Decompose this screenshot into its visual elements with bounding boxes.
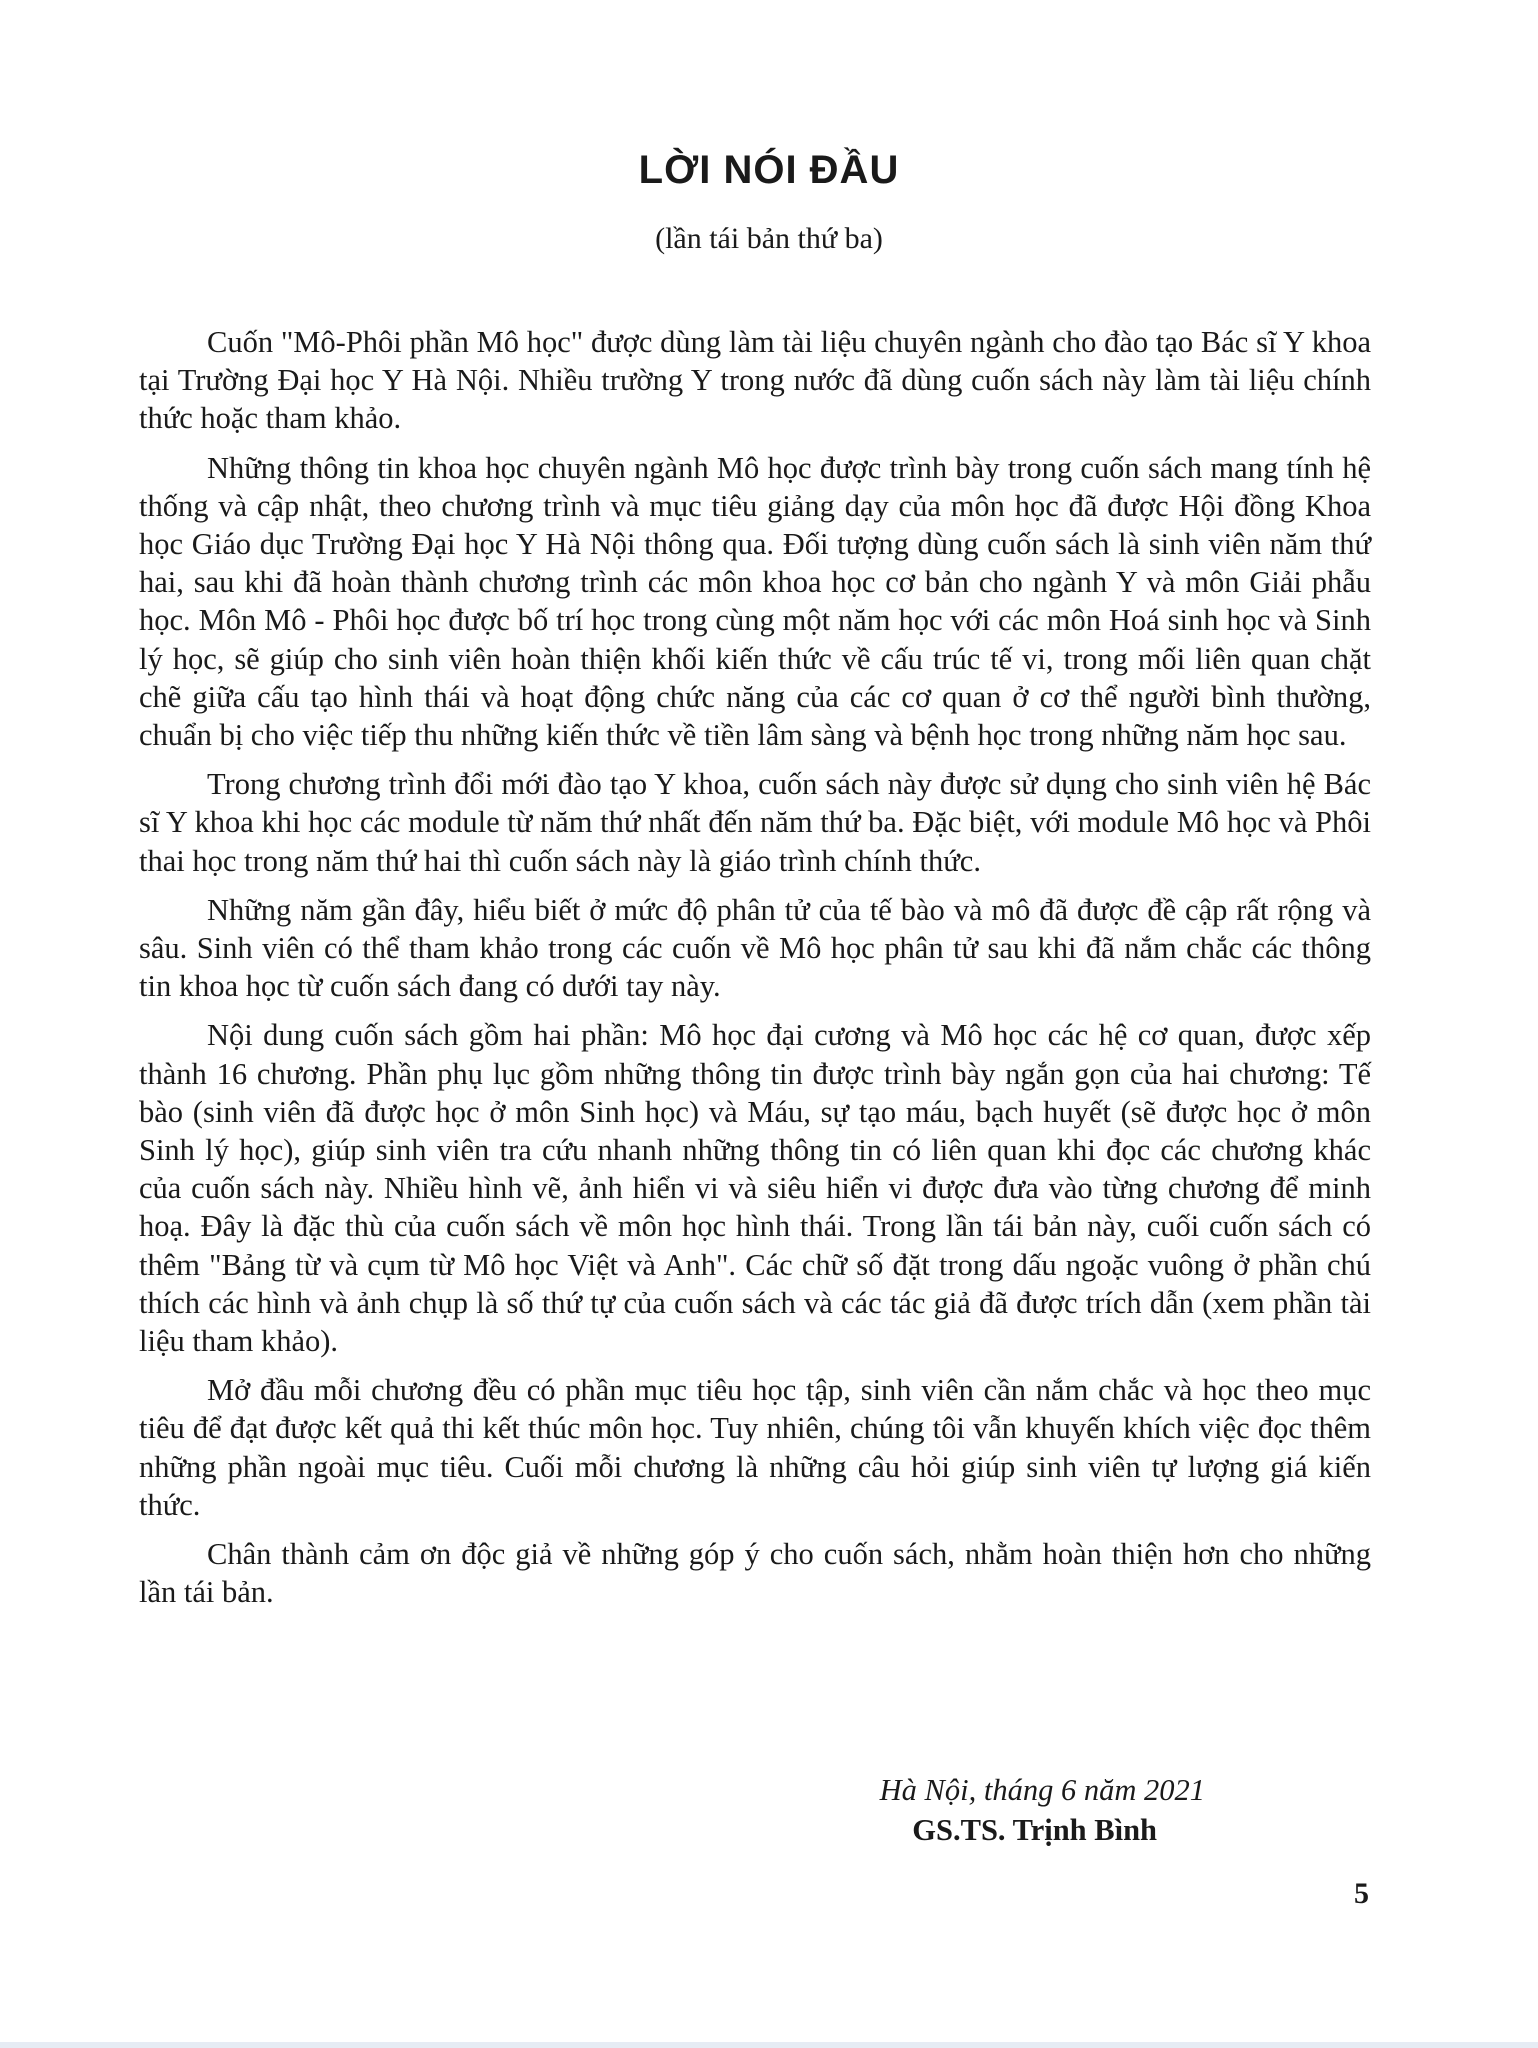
body-text (139, 323, 1371, 1623)
paragraph-5: Nội dung cuốn sách gồm hai phần: Mô học đại cương và Mô học các hệ cơ quan, được xếp thành 16 chương. Phần phụ lục gồm những thông tin được trình bày ngắn gọn của hai chương: Tế bào (sinh viên đã được học ở môn Sinh học) và Máu, sự tạo máu, bạch huyết (sẽ được học ở môn Sinh lý học), giúp sinh viên tra cứu nhanh những thông tin có liên quan khi đọc các chương khác của cuốn sách này. Nhiều hình vẽ, ảnh hiển vi và siêu hiển vi được đưa vào từng chương để minh hoạ. Đây là đặc thù của cuốn sách về môn học hình thái. Trong lần tái bản này, cuối cuốn sách có thêm "Bảng từ và cụm từ Mô học Việt và Anh". Các chữ số đặt trong dấu ngoặc vuông ở phần chú thích các hình và ảnh chụp là số thứ tự của cuốn sách và các tác giả đã được trích dẫn (xem phần tài liệu tham khảo). (139, 1018, 1371, 1359)
signature-author: GS.TS. Trịnh Bình (912, 1813, 1157, 1847)
page-title: LỜI NÓI ĐẦU (638, 148, 900, 192)
page-subtitle: (lần tái bản thứ ba) (655, 222, 883, 255)
paragraph-7: Chân thành cảm ơn độc giả về những góp ý cho cuốn sách, nhằm hoàn thiện hơn cho những lần tái bản. (139, 1537, 1371, 1610)
signature-place-date: Hà Nội, tháng 6 năm 2021 (879, 1773, 1205, 1807)
signature-block (0, 1770, 1205, 1850)
scan-edge (0, 2042, 1538, 2048)
paragraph-1: Cuốn "Mô-Phôi phần Mô học" được dùng làm tài liệu chuyên ngành cho đào tạo Bác sĩ Y khoa tại Trường Đại học Y Hà Nội. Nhiều trường Y trong nước đã dùng cuốn sách này làm tài liệu chính thức hoặc tham khảo. (139, 325, 1371, 436)
paragraph-3: Trong chương trình đổi mới đào tạo Y khoa, cuốn sách này được sử dụng cho sinh viên hệ Bác sĩ Y khoa khi học các module từ năm thứ nhất đến năm thứ ba. Đặc biệt, với module Mô học và Phôi thai học trong năm thứ hai thì cuốn sách này là giáo trình chính thức. (139, 767, 1371, 878)
paragraph-6: Mở đầu mỗi chương đều có phần mục tiêu học tập, sinh viên cần nắm chắc và học theo mục tiêu để đạt được kết quả thi kết thúc môn học. Tuy nhiên, chúng tôi vẫn khuyến khích việc đọc thêm những phần ngoài mục tiêu. Cuối mỗi chương là những câu hỏi giúp sinh viên tự lượng giá kiến thức. (139, 1373, 1371, 1522)
paragraph-2: Những thông tin khoa học chuyên ngành Mô học được trình bày trong cuốn sách mang tính hệ thống và cập nhật, theo chương trình và mục tiêu giảng dạy của môn học đã được Hội đồng Khoa học Giáo dục Trường Đại học Y Hà Nội thông qua. Đối tượng dùng cuốn sách là sinh viên năm thứ hai, sau khi đã hoàn thành chương trình các môn khoa học cơ bản cho ngành Y và môn Giải phẫu học. Môn Mô - Phôi học được bố trí học trong cùng một năm học với các môn Hoá sinh học và Sinh lý học, sẽ giúp cho sinh viên hoàn thiện khối kiến thức về cấu trúc tế vi, trong mối liên quan chặt chẽ giữa cấu tạo hình thái và hoạt động chức năng của các cơ quan ở cơ thể người bình thường, chuẩn bị cho việc tiếp thu những kiến thức về tiền lâm sàng và bệnh học trong những năm học sau. (139, 450, 1371, 753)
paragraph-4: Những năm gần đây, hiểu biết ở mức độ phân tử của tế bào và mô đã được đề cập rất rộng và sâu. Sinh viên có thể tham khảo trong các cuốn về Mô học phân tử sau khi đã nắm chắc các thông tin khoa học từ cuốn sách đang có dưới tay này. (139, 892, 1371, 1004)
page-number: 5 (1354, 1877, 1369, 1910)
